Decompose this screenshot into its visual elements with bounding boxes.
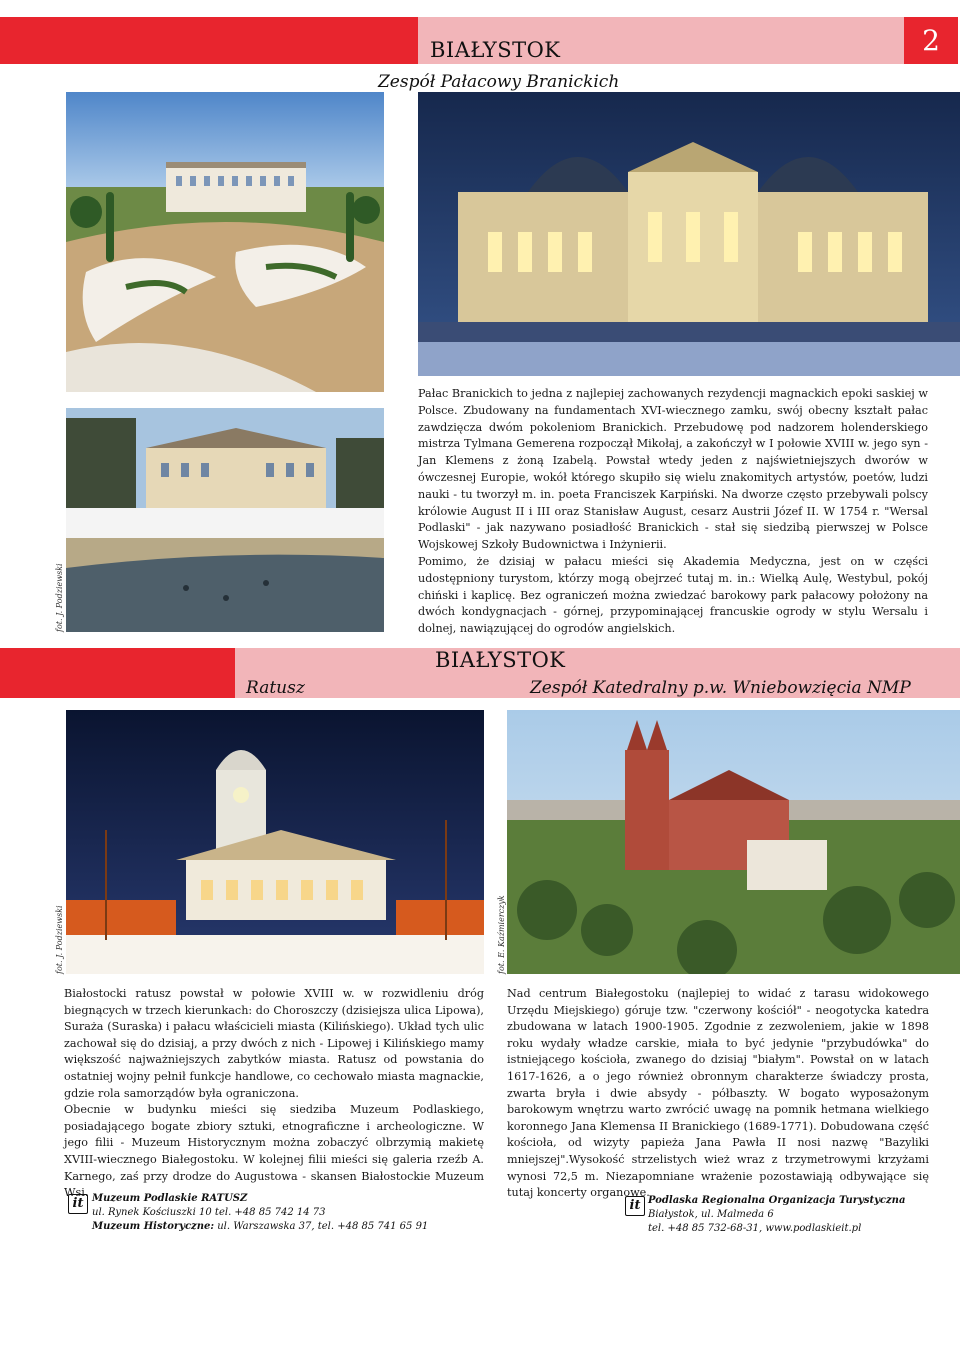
info-org-address: Białystok, ul. Malmeda 6	[648, 1209, 774, 1220]
photo-palace-garden	[66, 92, 384, 392]
section1-title: BIAŁYSTOK	[430, 38, 561, 62]
page-number: 2	[904, 17, 958, 64]
section1-subtitle: Zespół Pałacowy Branickich	[378, 72, 620, 92]
photo-palace-winter	[66, 408, 384, 632]
info-org-name: Podlaska Regionalna Organizacja Turystyczna	[648, 1195, 906, 1206]
info-museum-address: ul. Rynek Kościuszki 10 tel. +48 85 742 14 73	[92, 1207, 326, 1218]
info-box-tourism-org	[648, 1194, 948, 1236]
katedra-description	[507, 986, 929, 1202]
info-org-contact[interactable]: tel. +48 85 732-68-31, www.podlaskieit.pl	[648, 1223, 862, 1234]
tourist-info-icon: it	[68, 1194, 88, 1214]
ratusz-paragraph-1: Białostocki ratusz powstał w połowie XVIII w. w rozwidleniu dróg biegnących w trzech kierunkach: do Choroszczy (dzisiejsza ulica Lipowa), Suraża (Suraska) i pałacu właścicieli miasta (Kilińskiego). Układ tych ulic zachował się do dzisiaj, a przy dwóch z nich - Lipowej i Kilińskiego mamy większość najważniejszych zabytków miasta. Ratusz od powstania do ostatniej wojny pełnił funkcje handlowe, co cechowało miasta magnackie, gdzie rola samorządów była ograniczona.	[64, 987, 484, 1100]
section2-title: BIAŁYSTOK	[435, 648, 566, 672]
photo-palace-night	[418, 92, 960, 376]
ratusz-description	[64, 986, 484, 1202]
katedra-paragraph: Nad centrum Białegostoku (najlepiej to widać z tarasu widokowego Urzędu Miejskiego) góruje tzw. "czerwony kościół" - neogotycka katedra zbudowana w latach 1900-1905. Zgodnie z zezwoleniem, jakie w 1898 roku wydały władze carskie, miała to być jedynie "przybudówka" do istniejącego kościoła, zwanego do dzisiaj "białym". Powstał on w latach 1617-1626, a o jego również obronnym charakterze świadczy prosta, zwarta bryła i dwie absydy - półbaszty. W bogato wyposażonym barokowym wnętrzu warto zwrócić uwagę na pomnik hetmana wielkiego koronnego Jana Klemensa II Branickiego (1689-1771). Dobudowana część kościoła, od wizyty papieża Jana Pawła II nosi nazwę "Bazyliki mniejszej".Wysokość strzelistych wież wraz z trzymetrowymi krzyżami wynosi 72,5 m. Niezapomniane wrażenie pozostawiają odbywające się tutaj koncerty organowe.	[507, 987, 929, 1200]
header2-red-bar-left	[0, 648, 235, 698]
photo-town-hall	[66, 710, 484, 974]
palace-paragraph-2: Pomimo, że dzisiaj w pałacu mieści się Akademia Medyczna, jest on w części udostępniony turystom, którzy mogą obejrzeć tutaj m. in.: Wielką Aulę, Westybul, pokój chiński i kaplicę. Bez ograniczeń można zwiedzać barokowy park pałacowy położony na dwóch kondygnacjach - górnej, przypominającej francuskie ogrody w stylu Wersalu i dolnej, nawiązującej do ogrodów angielskich.	[418, 554, 928, 636]
info-historical-label: Muzeum Historyczne:	[92, 1221, 215, 1232]
info-box-museum	[92, 1192, 484, 1234]
ratusz-paragraph-2: Obecnie w budynku mieści się siedziba Muzeum Podlaskiego, posiadającego bogate zbiory sztuki, etnograficzne i archeologiczne. W jego filii - Muzeum Historycznym można zobaczyć olbrzymią makietę XVIII-wiecznego Białegostoku. W kolejnej filii mieści się galeria rzeźb A. Karnego, zaś przy drodze do Augustowa - skansen Białostockie Muzeum Wsi.	[64, 1103, 484, 1200]
info-historical-museum	[92, 1220, 484, 1234]
photo-cathedral	[507, 710, 960, 974]
tourist-info-icon-right: it	[625, 1196, 645, 1216]
credit-palace-photo: fot. J. Podziewski	[55, 563, 64, 632]
credit-cathedral-photo: fot. E. Kaźmierczyk	[497, 895, 506, 974]
credit-town-hall-photo: fot. J. Podziewski	[55, 905, 64, 974]
info-museum-name: Muzeum Podlaskie RATUSZ	[92, 1193, 248, 1204]
palace-description	[418, 386, 928, 638]
palace-paragraph-1: Pałac Branickich to jedna z najlepiej zachowanych rezydencji magnackich epoki saskiej w Polsce. Zbudowany na fundamentach XVI-wiecznego zamku, swój obecny kształt pałac zawdzięcza dwóm pokoleniom Branickich. Przebudowę pod nadzorem holenderskiego mistrza Tylmana Gemerena rozpoczął Mikołaj, a zakończył w I połowie XVIII w. jego syn - Jan Klemens z żoną Izabelą. Powstał wtedy jeden z najświetniejszych dworów w ówczesnej Europie, wokół którego skupiło się wielu znakomitych artystów, poetów, ludzi nauki - tu tworzył m. in. poeta Franciszek Karpiński. Na dworze często przebywali polscy królowie August II i III oraz Stanisław August, cesarz Austrii Józef II. W 1754 r. "Wersal Podlaski" - jak nazywano posiadłość Branickich - stał się siedzibą pierwszej w Polsce Wojskowej Szkoły Budownictwa i Inżynierii.	[418, 387, 928, 552]
info-historical-address: ul. Warszawska 37, tel. +48 85 741 65 91	[214, 1221, 429, 1232]
ratusz-subtitle: Ratusz	[246, 678, 305, 698]
header-red-bar	[0, 17, 418, 64]
katedra-subtitle: Zespół Katedralny p.w. Wniebowzięcia NMP	[530, 678, 911, 698]
